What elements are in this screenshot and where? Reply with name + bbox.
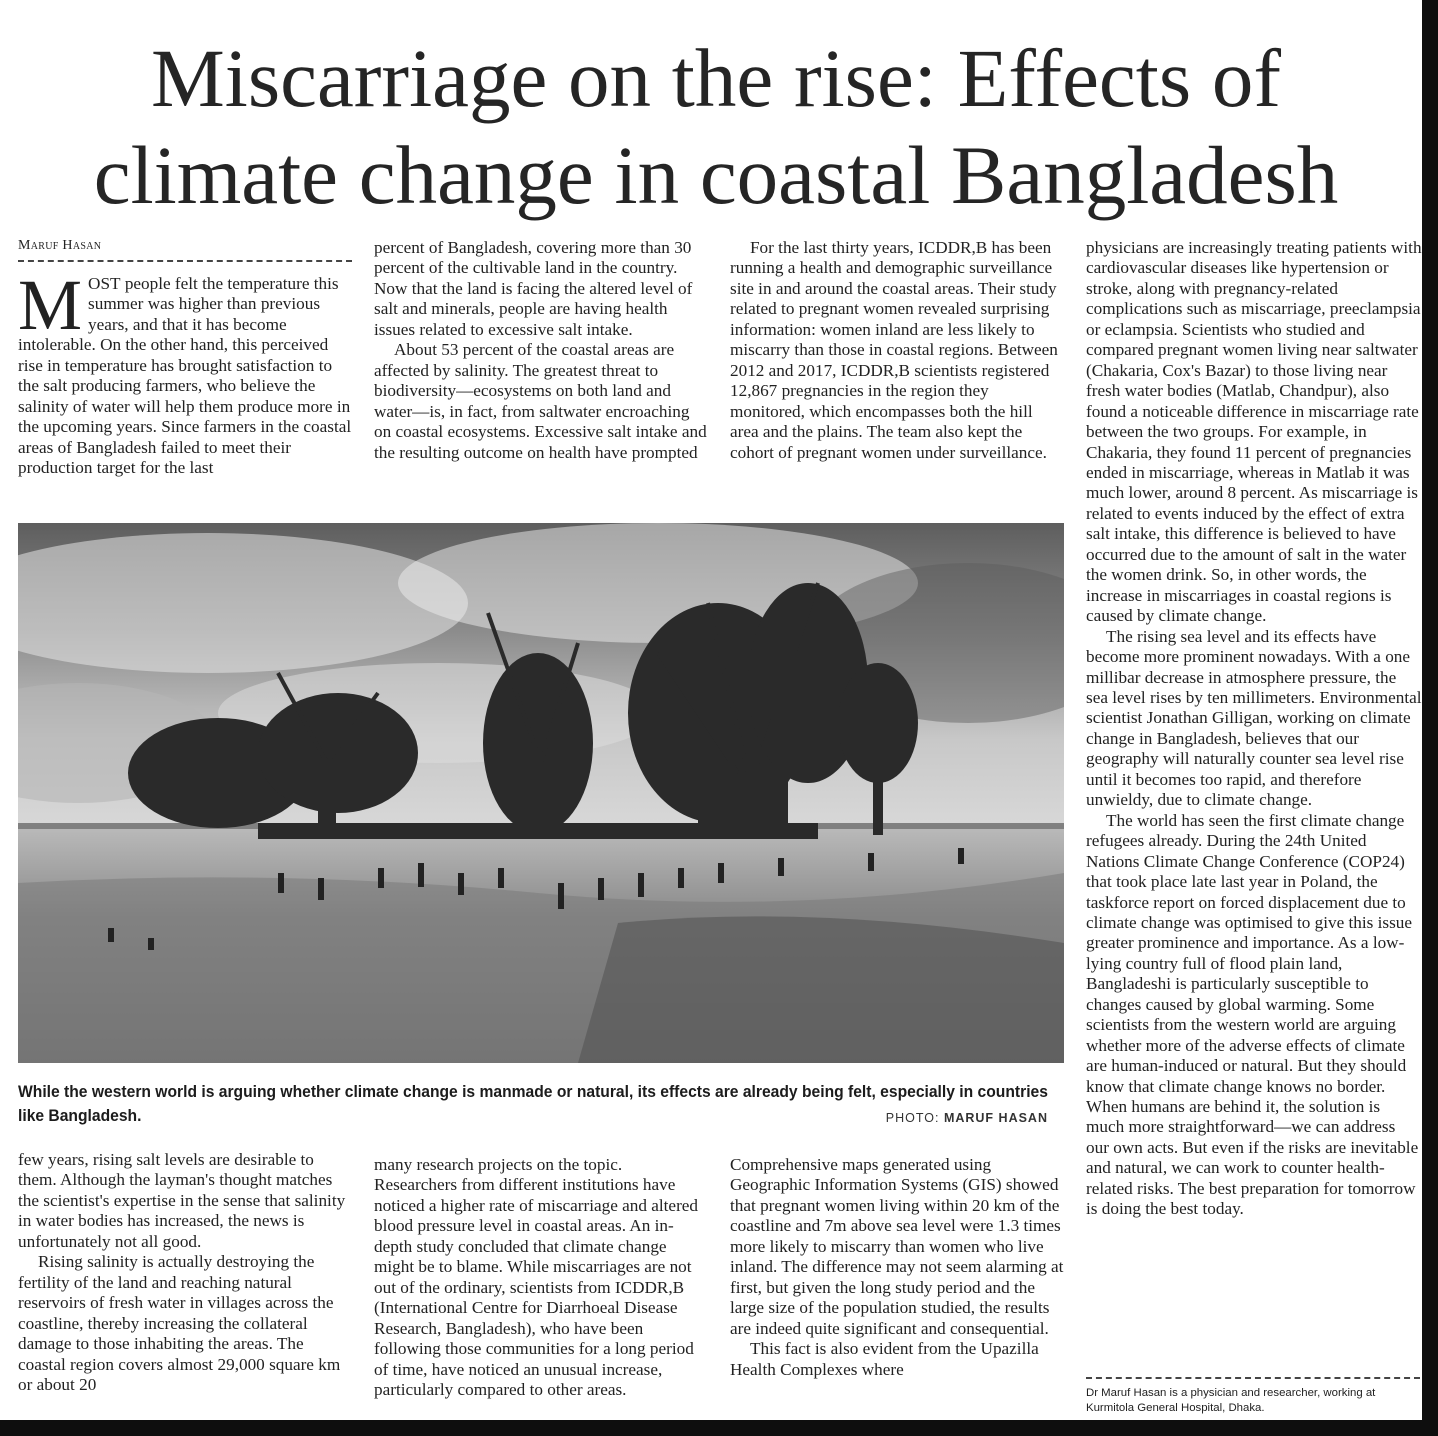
- photo-credit: [886, 1111, 1048, 1125]
- paragraph: For the last thirty years, ICDDR,B has been running a health and demographic surveillance site in and around the coastal areas. Their study related to pregnant women revealed surprising information: women inland are less likely to miscarry than those in coastal regions. Between 2012 and 2017, ICDDR,B scientists registered 12,867 pregnancies in the region they monitored, which encompasses both the hill area and the plains. The team also kept the cohort of pregnant women under surveillance.: [730, 238, 1058, 462]
- photo-credit-label: PHOTO:: [885, 1111, 940, 1125]
- top-column-1: [18, 265, 352, 479]
- lead-caps: OST: [88, 274, 121, 293]
- paragraph: many research projects on the topic. Researchers from different institutions have noticed a higher rate of miscarriage and altered blood pressure level in coastal areas. An in-depth study concluded that climate change might be to blame. While miscarriages are not out of the ordinary, scientists from ICDDR,B (International Centre for Diarrhoeal Disease Research, Bangladesh), who have been following those communities for a long period of time, have noticed an unusual increase, particularly compared to other areas.: [374, 1155, 699, 1399]
- paragraph: About 53 percent of the coastal areas are affected by salinity. The greatest threat to biodiversity—ecosystems on both land and water—is, in fact, from saltwater encroaching on coastal ecosystems. Excessive salt intake and the resulting outcome on health have prompted: [374, 340, 707, 462]
- paragraph: Comprehensive maps generated using Geographic Information Systems (GIS) showed that pregnant women living within 20 km of the coastline and 7m above sea level were 1.3 times more likely to miscarry than women who live inland. The difference may not seem alarming at first, but given the long study period and the large size of the population studied, the results are indeed quite significant and consequential.: [730, 1155, 1064, 1338]
- paragraph: few years, rising salt levels are desirable to them. Although the layman's thought matches the scientist's expertise in the sense that salinity in water bodies has increased, the news is unfortunately not all good.: [18, 1150, 346, 1251]
- mangrove-photo: [18, 523, 1064, 1063]
- paragraph: percent of Bangladesh, covering more than 30 percent of the cultivable land in the country. Now that the land is facing the altered level of salt and minerals, people are having health issues related to excessive salt intake.: [374, 238, 693, 339]
- scan-edge-bottom: [0, 1420, 1438, 1436]
- paragraph: physicians are increasingly treating patients with cardiovascular diseases like hypertension or stroke, along with pregnancy-related complications such as miscarriage, preeclampsia or eclampsia. Scientists who studied and compared pregnant women living near saltwater (Chakaria, Cox's Bazar) to those living near fresh water bodies (Matlab, Chandpur), also found a noticeable difference in miscarriage rate between the two groups. For example, in Chakaria, they found 11 percent of pregnancies ended in miscarriage, whereas in Matlab it was much lower, around 8 percent. As miscarriage is related to events induced by the effect of extra salt intake, this difference is believed to have occurred due to the amount of salt in the water the women drink. So, in other words, the increase in miscarriages in coastal regions is caused by climate change.: [1086, 238, 1422, 626]
- drop-cap: M: [18, 265, 83, 345]
- author-bio: Dr Maruf Hasan is a physician and researcher, working at Kurmitola General Hospital, Dhaka.: [1086, 1387, 1376, 1414]
- mangrove-photo-illustration: [18, 523, 1064, 1063]
- lead-text: people felt the temperature this summer was higher than previous years, and that it has become intolerable. On the other hand, this perceived rise in temperature has brought satisfaction to the salt producing farmers, who believe the salinity of water will help them produce more in the upcoming years. Since farmers in the coastal areas of Bangladesh failed to meet their production target for the last: [18, 274, 352, 478]
- bio-divider: [1086, 1377, 1420, 1379]
- headline: [10, 30, 1422, 224]
- paragraph: Rising salinity is actually destroying the fertility of the land and reaching natural reservoirs of fresh water in villages across the coastline, thereby increasing the collateral damage to those inhabiting the areas. The coastal region covers almost 29,000 square km or about 20: [18, 1252, 341, 1394]
- bottom-column-2: [374, 1155, 708, 1400]
- headline-line-1: Miscarriage on the rise: Effects of: [150, 32, 1282, 124]
- top-column-2: [374, 238, 708, 463]
- paragraph: The rising sea level and its effects have become more prominent nowadays. With a one millibar decrease in atmosphere pressure, the sea level rises by ten millimeters. Environmental scientist Jonathan Gilligan, working on climate change in Bangladesh, believes that our geography will naturally counter sea level rise until it becomes too rapid, and therefore unwieldy, due to climate change.: [1086, 626, 1422, 810]
- scan-edge-right: [1422, 0, 1438, 1436]
- top-column-3: [730, 238, 1064, 463]
- side-column: [1086, 238, 1422, 1220]
- byline: Maruf Hasan: [18, 238, 352, 262]
- bottom-column-3: [730, 1155, 1064, 1380]
- headline-line-2: climate change in coastal Bangladesh: [93, 129, 1339, 221]
- photo-caption: While the western world is arguing whether climate change is manmade or natural, its effects are already being felt, especially in countries like Bangladesh.: [18, 1082, 1048, 1125]
- bottom-column-1: [18, 1150, 352, 1395]
- paragraph: The world has seen the first climate change refugees already. During the 24th United Nations Climate Change Conference (COP24) that took place late last year in Poland, the taskforce report on forced displacement due to climate change was optimised to give this issue greater prominence and importance. As a low-lying country full of flood plain land, Bangladeshi is particularly susceptible to changes caused by global warming. Some scientists from the western world are arguing whether more of the adverse effects of climate are human-induced or natural. But they should know that climate change knows no border. When humans are behind it, the solution is much more straightforward—we can address our own acts. But even if the risks are inevitable and natural, we can work to counter health-related risks. The best preparation for tomorrow is doing the best today.: [1086, 810, 1419, 1219]
- photo-credit-name: MARUF HASAN: [943, 1111, 1048, 1125]
- paragraph: This fact is also evident from the Upazilla Health Complexes where: [730, 1339, 1039, 1379]
- lead-paragraph: [18, 265, 352, 479]
